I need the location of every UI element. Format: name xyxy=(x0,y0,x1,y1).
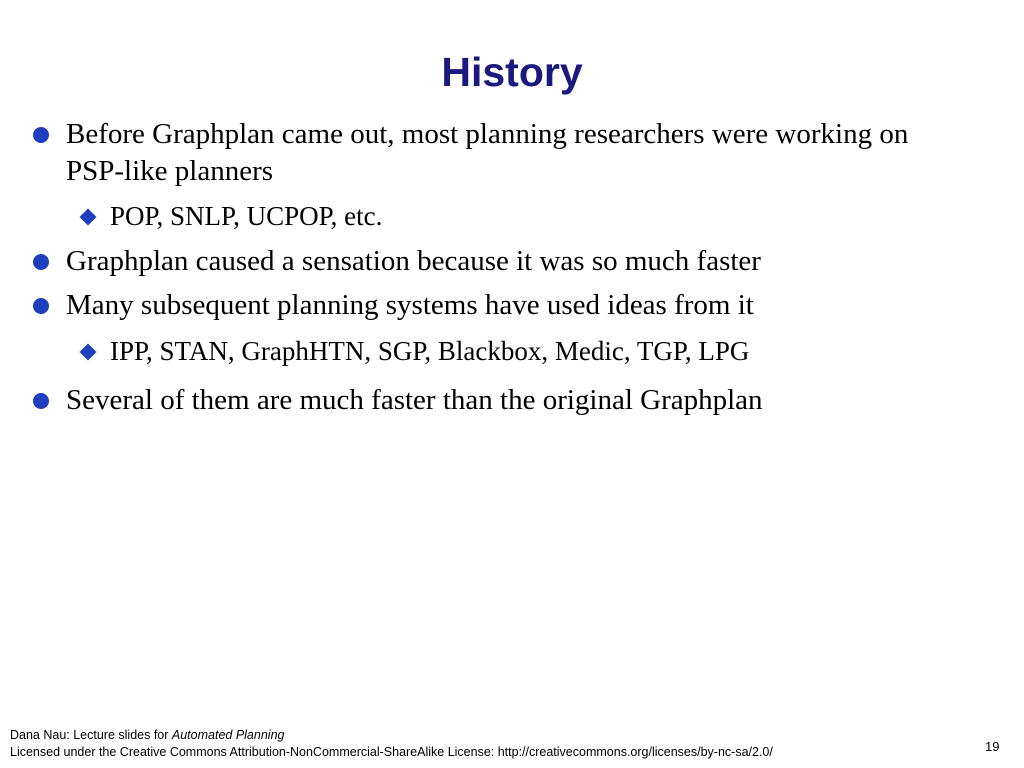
bullet-dot-icon xyxy=(33,393,49,409)
bullet-text-3: Many subsequent planning systems have used ideas from it xyxy=(66,289,754,321)
bullet-dot-icon xyxy=(33,254,49,270)
footer-credits xyxy=(10,727,773,761)
diamond-bullet-icon xyxy=(80,209,97,226)
sub-bullet-text-1: POP, SNLP, UCPOP, etc. xyxy=(110,201,383,231)
footer-license: Licensed under the Creative Commons Attribution-NonCommercial-ShareAlike License: http://creativecommons.org/licenses/by-nc-sa/2.0/ xyxy=(10,745,773,759)
sub-bullet-text-2: IPP, STAN, GraphHTN, SGP, Blackbox, Medic, TGP, LPG xyxy=(110,336,750,366)
footer-book-title: Automated Planning xyxy=(171,728,285,742)
bullet-item-3 xyxy=(66,287,966,324)
diamond-bullet-icon xyxy=(80,344,97,361)
slide-title: History xyxy=(441,49,583,95)
bullet-item-2 xyxy=(66,243,966,280)
bullet-item-4 xyxy=(66,382,966,419)
sub-bullet-item-1 xyxy=(110,199,930,233)
page-number: 19 xyxy=(985,739,1000,754)
bullet-item-1 xyxy=(66,116,936,190)
bullet-dot-icon xyxy=(33,127,49,143)
bullet-text-2: Graphplan caused a sensation because it was so much faster xyxy=(66,245,761,277)
bullet-dot-icon xyxy=(33,298,49,314)
footer-author-line xyxy=(10,727,773,744)
bullet-text-4: Several of them are much faster than the original Graphplan xyxy=(66,384,763,416)
bullet-text-1: Before Graphplan came out, most planning researchers were working on PSP-like planners xyxy=(66,118,909,187)
footer-author-prefix: Dana Nau: Lecture slides for xyxy=(10,728,172,742)
sub-bullet-item-2 xyxy=(110,334,990,368)
